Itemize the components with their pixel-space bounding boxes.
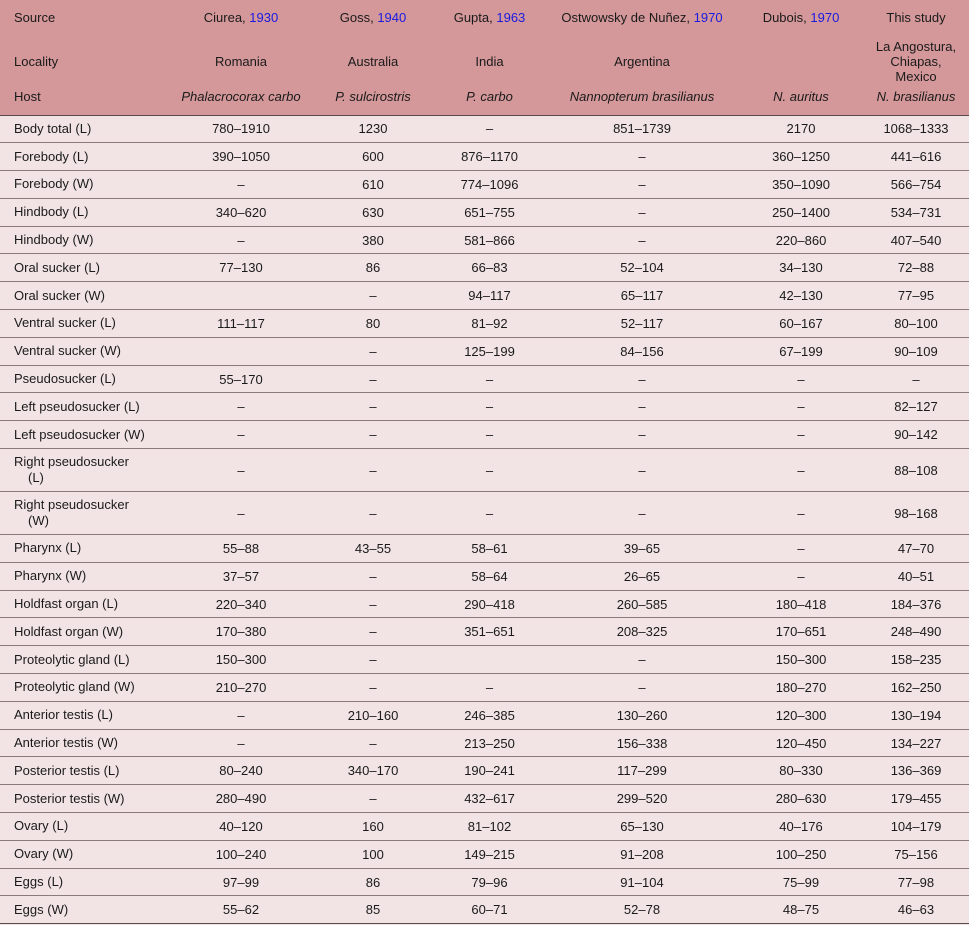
value-cell: 81–102	[434, 813, 545, 841]
value-cell: 340–620	[170, 198, 312, 226]
value-cell: 180–270	[739, 674, 863, 702]
value-cell: 47–70	[863, 535, 969, 563]
table-row	[0, 421, 969, 449]
table-row	[0, 254, 969, 282]
source-cell	[863, 0, 969, 34]
value-cell: –	[739, 449, 863, 492]
value-cell: 86	[312, 254, 434, 282]
value-cell: 179–455	[863, 785, 969, 813]
value-cell: –	[312, 562, 434, 590]
value-cell: 441–616	[863, 143, 969, 171]
value-cell: 156–338	[545, 729, 739, 757]
source-author: Goss,	[339, 9, 378, 25]
value-cell: 98–168	[863, 492, 969, 535]
year-link[interactable]: 1970	[693, 9, 723, 25]
value-cell: 134–227	[863, 729, 969, 757]
host-label: Host	[14, 89, 41, 104]
value-cell: 43–55	[312, 535, 434, 563]
table-row	[0, 282, 969, 310]
row-label	[0, 254, 170, 282]
row-label	[0, 535, 170, 563]
year-link[interactable]: 1930	[249, 9, 279, 25]
table-row	[0, 115, 969, 143]
row-label	[0, 226, 170, 254]
value-cell: 91–208	[545, 840, 739, 868]
row-label	[0, 115, 170, 143]
table-row	[0, 757, 969, 785]
row-label-text: Eggs (W)	[14, 901, 69, 917]
value-cell: 600	[312, 143, 434, 171]
value-cell: 80	[312, 310, 434, 338]
value-cell: 610	[312, 171, 434, 199]
row-label-text: Pharynx (W)	[14, 568, 87, 584]
value-cell: 280–490	[170, 785, 312, 813]
host-cell: N. brasilianus	[876, 89, 956, 104]
value-cell: 774–1096	[434, 171, 545, 199]
value-cell: –	[312, 282, 434, 310]
row-label	[0, 198, 170, 226]
row-label	[0, 701, 170, 729]
value-cell: 350–1090	[739, 171, 863, 199]
value-cell	[170, 282, 312, 310]
value-cell: 150–300	[739, 646, 863, 674]
value-cell: 260–585	[545, 590, 739, 618]
table-row	[0, 729, 969, 757]
value-cell: –	[170, 226, 312, 254]
value-cell: 180–418	[739, 590, 863, 618]
value-cell: –	[739, 393, 863, 421]
value-cell: 534–731	[863, 198, 969, 226]
row-label-text: Right pseudosucker	[14, 497, 129, 513]
row-label-text-continued: (W)	[28, 513, 49, 529]
table-row	[0, 449, 969, 492]
value-cell: 120–450	[739, 729, 863, 757]
table-row	[0, 492, 969, 535]
row-label-text: Proteolytic gland (L)	[14, 651, 130, 667]
table-row	[0, 143, 969, 171]
source-label: Source	[14, 9, 56, 25]
row-label	[0, 562, 170, 590]
value-cell: –	[170, 729, 312, 757]
value-cell: –	[434, 421, 545, 449]
value-cell: –	[312, 785, 434, 813]
value-cell: 81–92	[434, 310, 545, 338]
row-label	[0, 757, 170, 785]
value-cell: 52–117	[545, 310, 739, 338]
value-cell: 876–1170	[434, 143, 545, 171]
value-cell: 67–199	[739, 337, 863, 365]
table-row	[0, 535, 969, 563]
row-label-text: Pharynx (L)	[14, 540, 82, 556]
locality-cell: Romania	[214, 54, 268, 69]
value-cell: 79–96	[434, 868, 545, 896]
value-cell: 58–61	[434, 535, 545, 563]
value-cell: 208–325	[545, 618, 739, 646]
value-cell: 48–75	[739, 896, 863, 924]
table-row	[0, 393, 969, 421]
value-cell: –	[312, 674, 434, 702]
locality-cell: La Angostura, Chiapas, Mexico	[875, 39, 957, 84]
row-label-text: Eggs (L)	[14, 874, 64, 890]
value-cell: –	[545, 365, 739, 393]
value-cell: 26–65	[545, 562, 739, 590]
value-cell: –	[312, 492, 434, 535]
value-cell: –	[312, 590, 434, 618]
value-cell: 55–170	[170, 365, 312, 393]
source-author: Dubois,	[762, 9, 811, 25]
value-cell: 136–369	[863, 757, 969, 785]
value-cell: 130–260	[545, 701, 739, 729]
value-cell: 651–755	[434, 198, 545, 226]
locality-cell	[739, 34, 863, 89]
value-cell: –	[170, 421, 312, 449]
locality-cell: Australia	[347, 54, 399, 69]
value-cell: 360–1250	[739, 143, 863, 171]
table-row	[0, 590, 969, 618]
value-cell: –	[312, 618, 434, 646]
value-cell: 210–160	[312, 701, 434, 729]
value-cell: 220–860	[739, 226, 863, 254]
row-label-text: Right pseudosucker	[14, 454, 129, 470]
row-label	[0, 449, 170, 492]
value-cell: 280–630	[739, 785, 863, 813]
value-cell: 52–104	[545, 254, 739, 282]
year-link[interactable]: 1963	[496, 9, 526, 25]
row-label	[0, 785, 170, 813]
value-cell: 299–520	[545, 785, 739, 813]
table-row	[0, 310, 969, 338]
row-label	[0, 618, 170, 646]
value-cell: –	[434, 365, 545, 393]
table-row	[0, 198, 969, 226]
value-cell: 170–651	[739, 618, 863, 646]
value-cell: –	[312, 421, 434, 449]
value-cell: –	[545, 198, 739, 226]
row-label-text: Ovary (L)	[14, 818, 69, 834]
table-row	[0, 701, 969, 729]
locality-cell: India	[475, 54, 504, 69]
value-cell: –	[434, 449, 545, 492]
row-label	[0, 590, 170, 618]
header-row-locality	[0, 34, 969, 89]
table-row	[0, 365, 969, 393]
value-cell: –	[312, 393, 434, 421]
value-cell: 80–100	[863, 310, 969, 338]
value-cell: 184–376	[863, 590, 969, 618]
value-cell: –	[312, 365, 434, 393]
row-label-text: Holdfast organ (W)	[14, 623, 124, 639]
row-label	[0, 421, 170, 449]
value-cell: –	[434, 393, 545, 421]
value-cell: –	[170, 449, 312, 492]
value-cell: 150–300	[170, 646, 312, 674]
value-cell: 248–490	[863, 618, 969, 646]
row-label	[0, 646, 170, 674]
value-cell: 1230	[312, 115, 434, 143]
row-label-text: Hindbody (W)	[14, 232, 94, 248]
value-cell: –	[170, 393, 312, 421]
value-cell: 220–340	[170, 590, 312, 618]
table-row	[0, 171, 969, 199]
row-label	[0, 492, 170, 535]
value-cell: 100	[312, 840, 434, 868]
value-cell: 82–127	[863, 393, 969, 421]
year-link[interactable]: 1940	[377, 9, 407, 25]
value-cell: –	[312, 449, 434, 492]
value-cell	[434, 646, 545, 674]
table-row	[0, 618, 969, 646]
table-body	[0, 115, 969, 924]
value-cell: 40–120	[170, 813, 312, 841]
row-label	[0, 310, 170, 338]
year-link[interactable]: 1970	[810, 9, 840, 25]
value-cell: 72–88	[863, 254, 969, 282]
host-cell: P. sulcirostris	[335, 89, 411, 104]
source-cell	[545, 0, 739, 34]
source-author: Gupta,	[453, 9, 497, 25]
host-cell: P. carbo	[466, 89, 513, 104]
value-cell: 80–240	[170, 757, 312, 785]
table-row	[0, 785, 969, 813]
value-cell: 780–1910	[170, 115, 312, 143]
value-cell: 65–117	[545, 282, 739, 310]
row-label	[0, 896, 170, 924]
value-cell: 246–385	[434, 701, 545, 729]
value-cell: 432–617	[434, 785, 545, 813]
value-cell: –	[545, 674, 739, 702]
value-cell: 91–104	[545, 868, 739, 896]
table-row	[0, 337, 969, 365]
value-cell: 380	[312, 226, 434, 254]
value-cell: 90–109	[863, 337, 969, 365]
value-cell: –	[312, 729, 434, 757]
row-label	[0, 868, 170, 896]
table-row	[0, 674, 969, 702]
row-label-text: Anterior testis (W)	[14, 735, 119, 751]
host-cell: Nannopterum brasilianus	[569, 89, 715, 104]
value-cell: 77–130	[170, 254, 312, 282]
value-cell: 65–130	[545, 813, 739, 841]
row-label-text: Proteolytic gland (W)	[14, 679, 135, 695]
value-cell: 66–83	[434, 254, 545, 282]
value-cell: 77–98	[863, 868, 969, 896]
value-cell: 100–250	[739, 840, 863, 868]
host-cell: N. auritus	[773, 89, 829, 104]
table-row	[0, 896, 969, 924]
value-cell: 77–95	[863, 282, 969, 310]
row-label-text: Pseudosucker (L)	[14, 371, 116, 387]
value-cell: –	[545, 421, 739, 449]
value-cell: 60–167	[739, 310, 863, 338]
row-label-text: Oral sucker (W)	[14, 287, 105, 303]
value-cell: 104–179	[863, 813, 969, 841]
value-cell: –	[545, 226, 739, 254]
header-row-host	[0, 89, 969, 109]
row-label	[0, 840, 170, 868]
source-author: This study	[886, 9, 946, 25]
row-label-text: Forebody (L)	[14, 148, 89, 164]
value-cell: 390–1050	[170, 143, 312, 171]
value-cell: 97–99	[170, 868, 312, 896]
value-cell: 85	[312, 896, 434, 924]
value-cell: 55–62	[170, 896, 312, 924]
value-cell: 40–51	[863, 562, 969, 590]
value-cell: 125–199	[434, 337, 545, 365]
row-label-text: Hindbody (L)	[14, 204, 89, 220]
row-label-text: Body total (L)	[14, 120, 92, 136]
row-label-text: Ovary (W)	[14, 846, 74, 862]
row-label-text: Posterior testis (W)	[14, 790, 125, 806]
value-cell: 120–300	[739, 701, 863, 729]
source-cell	[739, 0, 863, 34]
value-cell: 42–130	[739, 282, 863, 310]
value-cell: 111–117	[170, 310, 312, 338]
value-cell: –	[739, 492, 863, 535]
value-cell: 52–78	[545, 896, 739, 924]
value-cell: 340–170	[312, 757, 434, 785]
value-cell: 581–866	[434, 226, 545, 254]
value-cell: 566–754	[863, 171, 969, 199]
value-cell: 160	[312, 813, 434, 841]
value-cell: 290–418	[434, 590, 545, 618]
value-cell: –	[434, 674, 545, 702]
value-cell: 94–117	[434, 282, 545, 310]
value-cell: 158–235	[863, 646, 969, 674]
value-cell: 149–215	[434, 840, 545, 868]
row-label-text: Oral sucker (L)	[14, 259, 100, 275]
value-cell: –	[739, 421, 863, 449]
value-cell: 117–299	[545, 757, 739, 785]
row-label	[0, 365, 170, 393]
value-cell: 40–176	[739, 813, 863, 841]
table-row	[0, 562, 969, 590]
value-cell: 213–250	[434, 729, 545, 757]
table-row	[0, 868, 969, 896]
row-label	[0, 393, 170, 421]
value-cell: 162–250	[863, 674, 969, 702]
value-cell: –	[434, 492, 545, 535]
locality-cell: Argentina	[614, 54, 670, 69]
value-cell: 75–156	[863, 840, 969, 868]
value-cell: 84–156	[545, 337, 739, 365]
table-row	[0, 813, 969, 841]
row-label-text: Left pseudosucker (L)	[14, 398, 140, 414]
value-cell: 630	[312, 198, 434, 226]
value-cell: –	[170, 701, 312, 729]
value-cell: 351–651	[434, 618, 545, 646]
row-label-text: Left pseudosucker (W)	[14, 426, 145, 442]
value-cell: –	[739, 562, 863, 590]
value-cell: –	[434, 115, 545, 143]
row-label	[0, 337, 170, 365]
source-cell	[434, 0, 545, 34]
row-label	[0, 171, 170, 199]
value-cell: 60–71	[434, 896, 545, 924]
value-cell: –	[545, 143, 739, 171]
row-label	[0, 143, 170, 171]
value-cell: –	[739, 365, 863, 393]
row-label	[0, 729, 170, 757]
locality-label: Locality	[14, 54, 59, 69]
source-author: Ciurea,	[203, 9, 250, 25]
value-cell: –	[545, 449, 739, 492]
row-label-text: Forebody (W)	[14, 176, 94, 192]
row-label	[0, 282, 170, 310]
value-cell: –	[545, 171, 739, 199]
value-cell: 86	[312, 868, 434, 896]
row-label-text: Ventral sucker (L)	[14, 315, 116, 331]
table-row	[0, 226, 969, 254]
value-cell: 75–99	[739, 868, 863, 896]
value-cell: 210–270	[170, 674, 312, 702]
value-cell: 100–240	[170, 840, 312, 868]
value-cell: –	[545, 492, 739, 535]
value-cell: 190–241	[434, 757, 545, 785]
source-cell	[170, 0, 312, 34]
value-cell: 851–1739	[545, 115, 739, 143]
table-header	[0, 0, 969, 115]
host-cell: Phalacrocorax carbo	[181, 89, 301, 104]
value-cell: 34–130	[739, 254, 863, 282]
row-label-text: Anterior testis (L)	[14, 707, 113, 723]
value-cell: 130–194	[863, 701, 969, 729]
value-cell: 90–142	[863, 421, 969, 449]
source-cell	[312, 0, 434, 34]
value-cell	[170, 337, 312, 365]
value-cell: –	[545, 393, 739, 421]
value-cell: 250–1400	[739, 198, 863, 226]
row-label	[0, 674, 170, 702]
table-row	[0, 646, 969, 674]
value-cell: –	[312, 646, 434, 674]
value-cell: –	[170, 492, 312, 535]
value-cell: 37–57	[170, 562, 312, 590]
value-cell: 88–108	[863, 449, 969, 492]
row-label-text: Ventral sucker (W)	[14, 343, 121, 359]
value-cell: 46–63	[863, 896, 969, 924]
value-cell: –	[312, 337, 434, 365]
value-cell: –	[545, 646, 739, 674]
value-cell: 170–380	[170, 618, 312, 646]
row-label-text: Holdfast organ (L)	[14, 596, 119, 612]
value-cell: 39–65	[545, 535, 739, 563]
row-label-text-continued: (L)	[28, 470, 44, 486]
value-cell: 407–540	[863, 226, 969, 254]
row-label-text: Posterior testis (L)	[14, 762, 120, 778]
table-row	[0, 840, 969, 868]
value-cell: 1068–1333	[863, 115, 969, 143]
value-cell: –	[739, 535, 863, 563]
header-row-source	[0, 0, 969, 34]
source-author: Ostwowsky de Nuñez,	[561, 9, 694, 25]
row-label	[0, 813, 170, 841]
value-cell: 55–88	[170, 535, 312, 563]
value-cell: 2170	[739, 115, 863, 143]
value-cell: 80–330	[739, 757, 863, 785]
value-cell: –	[863, 365, 969, 393]
value-cell: –	[170, 171, 312, 199]
value-cell: 58–64	[434, 562, 545, 590]
